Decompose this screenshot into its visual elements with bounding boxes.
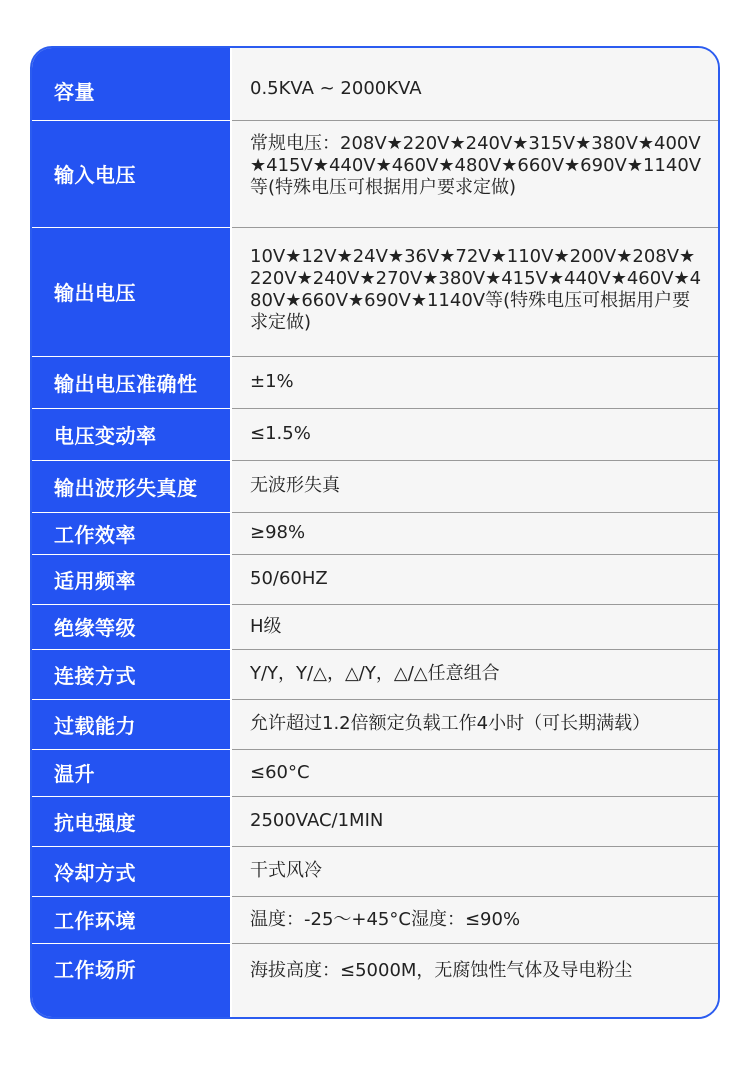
spec-value: ≤60°C xyxy=(231,749,718,796)
spec-row-input-voltage xyxy=(32,120,718,227)
spec-label: 输出波形失真度 xyxy=(32,460,231,512)
spec-value: ≤1.5% xyxy=(231,408,718,460)
spec-value: ±1% xyxy=(231,356,718,408)
spec-row-cooling xyxy=(32,846,718,896)
spec-value: 海拔高度：≤5000M，无腐蚀性气体及导电粉尘 xyxy=(231,943,718,1017)
spec-label: 输出电压准确性 xyxy=(32,356,231,408)
spec-label: 连接方式 xyxy=(32,649,231,699)
spec-value: H级 xyxy=(231,604,718,649)
spec-value: 无波形失真 xyxy=(231,460,718,512)
spec-value: 干式风冷 xyxy=(231,846,718,896)
spec-label: 温升 xyxy=(32,749,231,796)
spec-value: 0.5KVA ~ 2000KVA xyxy=(231,48,718,120)
spec-value: 允许超过1.2倍额定负载工作4小时（可长期满载） xyxy=(231,699,718,749)
spec-row-environment xyxy=(32,896,718,943)
spec-label: 抗电强度 xyxy=(32,796,231,846)
spec-row-output-accuracy xyxy=(32,356,718,408)
spec-value: 2500VAC/1MIN xyxy=(231,796,718,846)
spec-value: 10V★12V★24V★36V★72V★110V★200V★208V★220V★240V★270V★380V★415V★440V★460V★480V★660V★690V★1140V等(特殊电压可根据用户要求定做) xyxy=(231,227,718,356)
spec-label: 过载能力 xyxy=(32,699,231,749)
spec-label: 适用频率 xyxy=(32,554,231,604)
spec-value: 常规电压：208V★220V★240V★315V★380V★400V★415V★440V★460V★480V★660V★690V★1140V等(特殊电压可根据用户要求定做) xyxy=(231,120,718,227)
spec-value: Y/Y，Y/△，△/Y，△/△任意组合 xyxy=(231,649,718,699)
spec-table xyxy=(32,48,718,1017)
spec-row-location xyxy=(32,943,718,1017)
spec-row-connection xyxy=(32,649,718,699)
spec-label: 工作环境 xyxy=(32,896,231,943)
spec-row-temperature-rise xyxy=(32,749,718,796)
spec-value: 50/60HZ xyxy=(231,554,718,604)
spec-label: 容量 xyxy=(32,48,231,120)
spec-row-voltage-regulation xyxy=(32,408,718,460)
spec-label: 工作效率 xyxy=(32,512,231,554)
spec-row-capacity xyxy=(32,48,718,120)
spec-row-efficiency xyxy=(32,512,718,554)
spec-label: 输出电压 xyxy=(32,227,231,356)
spec-row-frequency xyxy=(32,554,718,604)
spec-label: 输入电压 xyxy=(32,120,231,227)
spec-label: 工作场所 xyxy=(32,943,231,1017)
spec-label: 冷却方式 xyxy=(32,846,231,896)
spec-value: 温度：-25～+45°C湿度：≤90% xyxy=(231,896,718,943)
spec-row-insulation-class xyxy=(32,604,718,649)
spec-label: 绝缘等级 xyxy=(32,604,231,649)
spec-row-output-voltage xyxy=(32,227,718,356)
spec-label: 电压变动率 xyxy=(32,408,231,460)
spec-row-waveform-distortion xyxy=(32,460,718,512)
spec-value: ≥98% xyxy=(231,512,718,554)
spec-row-dielectric-strength xyxy=(32,796,718,846)
spec-card xyxy=(30,46,720,1019)
spec-row-overload xyxy=(32,699,718,749)
